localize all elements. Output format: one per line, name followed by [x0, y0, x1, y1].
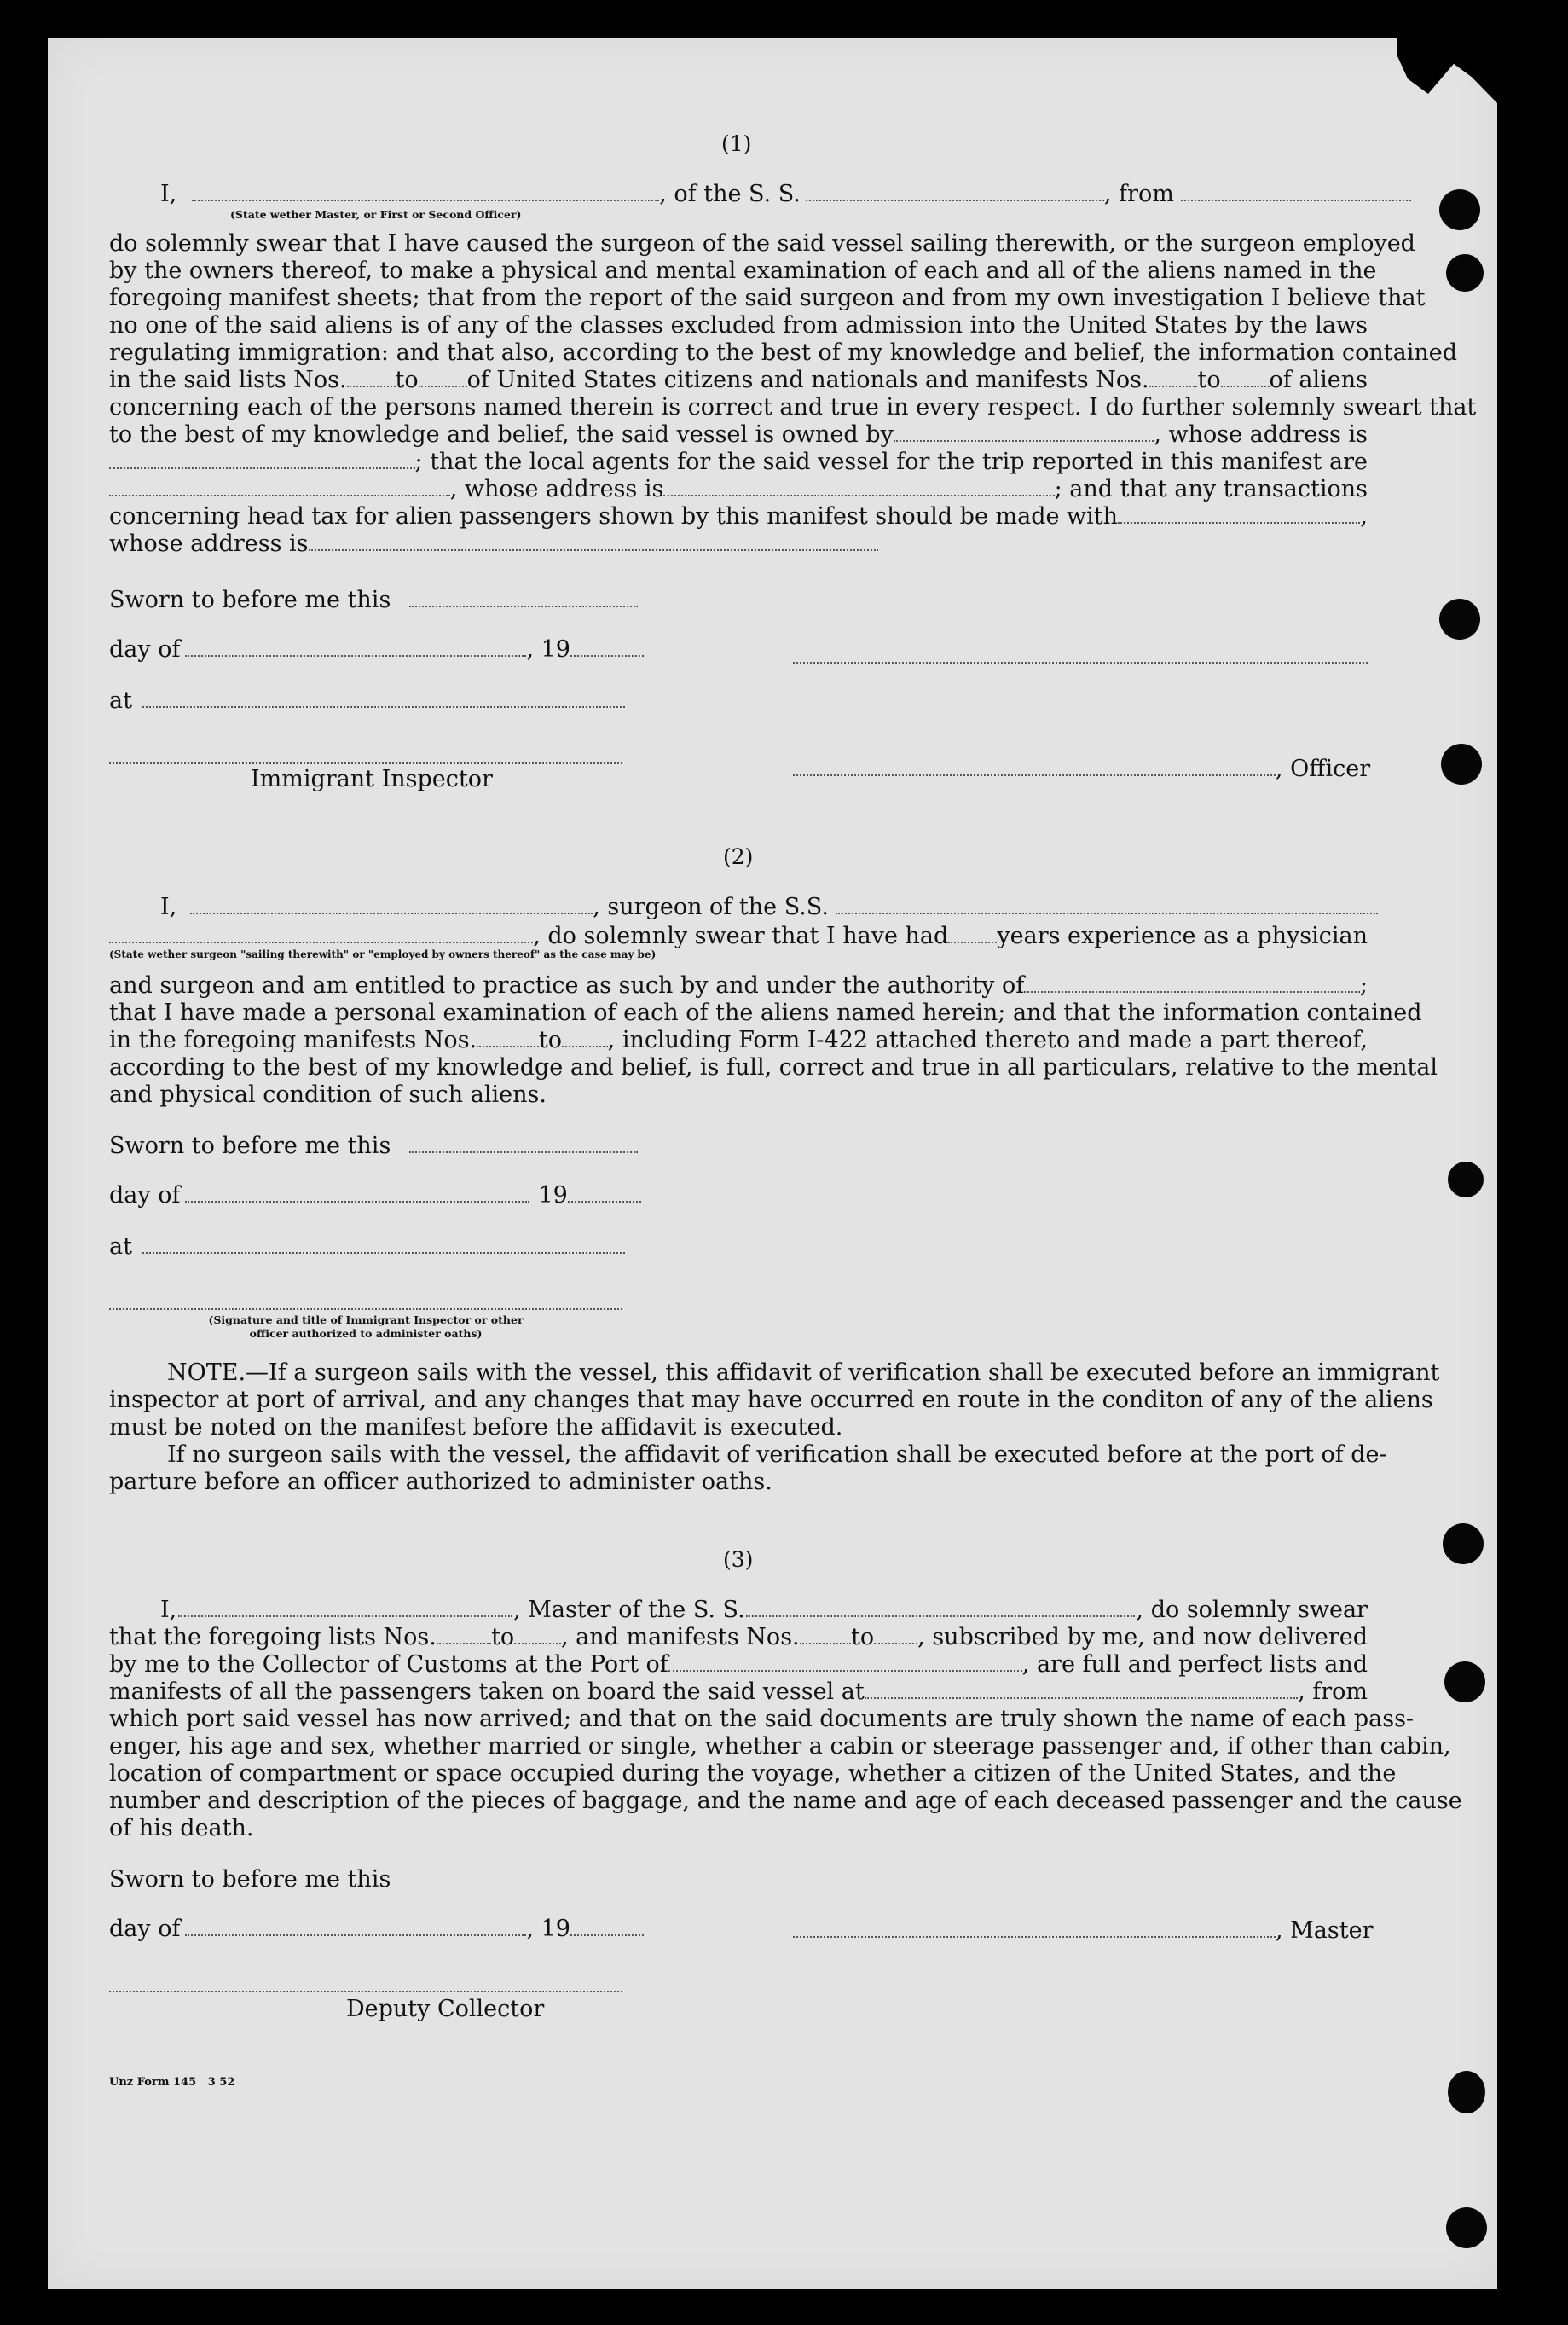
punch-hole [1448, 2071, 1485, 2113]
s2-line-2: , do solemnly swear that I have had years experience as a physician [109, 923, 1368, 950]
s2-year-field[interactable] [568, 1184, 641, 1203]
s2-note-line-2: inspector at port of arrival, and any changes that may have occurred en route in the conditon of any of the aliens [109, 1387, 1433, 1413]
s1-para-line-11: concerning head tax for alien passengers shown by this manifest should be made with , [109, 503, 1368, 530]
s1-at-field[interactable] [142, 689, 625, 708]
s2-para-line-1: and surgeon and am entitled to practice as such by and under the authority of ; [109, 972, 1368, 999]
us-lists-from-field[interactable] [347, 368, 396, 387]
s2-line-1: I, , surgeon of the S.S. [160, 894, 1368, 921]
s1-officer-signature-line[interactable] [793, 662, 1368, 664]
torn-corner [1369, 38, 1497, 131]
s3-para-line-3: manifests of all the passengers taken on board the said vessel at , from [109, 1679, 1368, 1705]
alien-manifests-to-field[interactable] [1221, 368, 1270, 387]
s1-para-line-2: by the owners thereof, to make a physical and mental examination of each and all of the aliens named in the [109, 258, 1377, 284]
s2-manifests-from-field[interactable] [477, 1029, 539, 1047]
punch-hole [1446, 254, 1484, 292]
s1-year-field[interactable] [570, 638, 644, 657]
s1-para-line-8: to the best of my knowledge and belief, the said vessel is owned by , whose address is [109, 421, 1368, 448]
s2-note-line-3: must be noted on the manifest before the affidavit is executed. [109, 1414, 843, 1441]
s3-master-name-field[interactable] [178, 1598, 512, 1617]
s3-line-1: I, , Master of the S. S. , do solemnly swear [160, 1597, 1368, 1623]
s3-para-line-4: which port said vessel has now arrived; and that on the said documents are truly shown the name of each pass- [109, 1706, 1415, 1732]
s3-lists-from-field[interactable] [437, 1626, 491, 1644]
punch-hole [1446, 2207, 1487, 2248]
s3-year-field[interactable] [570, 1917, 644, 1936]
s1-officer-field[interactable] [793, 757, 1276, 776]
embark-port-field[interactable] [865, 1680, 1298, 1699]
punch-hole [1439, 599, 1480, 640]
s2-para-line-5: and physical condition of such aliens. [109, 1081, 547, 1108]
head-tax-address-field[interactable] [309, 532, 878, 551]
s3-day-line: day of , 19 [109, 1916, 644, 1943]
s1-sworn-field[interactable] [409, 588, 638, 607]
s2-day-field[interactable] [185, 1184, 529, 1203]
vessel-name-field[interactable] [806, 183, 1104, 201]
s3-para-line-6: location of compartment or space occupied during the voyage, whether a citizen of the United States, and the [109, 1760, 1397, 1787]
s2-at-line: at [109, 1233, 625, 1261]
s2-note-line-1: NOTE.—If a surgeon sails with the vessel, this affidavit of verification shall be executed before an immigrant [167, 1360, 1440, 1386]
s3-para-line-1: that the foregoing lists Nos. to , and manifests Nos. to , subscribed by me, and now delivered [109, 1624, 1368, 1650]
s3-lists-to-field[interactable] [514, 1626, 561, 1644]
s1-inspector-signature-line[interactable] [109, 762, 622, 764]
s1-para-line-3: foregoing manifest sheets; that from the report of the said surgeon and from my own investigation I believe that [109, 285, 1426, 311]
owner-address-field[interactable] [109, 450, 415, 469]
s3-vessel-field[interactable] [746, 1598, 1135, 1617]
s3-para-line-5: enger, his age and sex, whether married or single, whether a cabin or steerage passenger and, if other than cabin, [109, 1733, 1451, 1760]
s1-para-line-7: concerning each of the persons named therein is correct and true in every respect. I do further solemnly sweart that [109, 394, 1477, 420]
punch-hole [1443, 1523, 1484, 1564]
s1-para-line-10: , whose address is ; and that any transactions [109, 476, 1368, 503]
s3-sworn-label: Sworn to before me this [109, 1866, 391, 1893]
punch-hole [1439, 189, 1480, 230]
form-number: Unz Form 145 3 52 [109, 2076, 235, 2089]
port-field[interactable] [668, 1653, 1022, 1672]
s1-day-field[interactable] [185, 638, 526, 657]
s2-capacity-note: (State wether surgeon "sailing therewith" or "employed by owners thereof" as the case may be) [109, 948, 657, 960]
s1-para-line-5: regulating immigration: and that also, according to the best of my knowledge and belief, the information contained [109, 339, 1458, 366]
punch-hole [1441, 744, 1482, 785]
s3-manifests-to-field[interactable] [874, 1626, 917, 1644]
s1-para-line-12: whose address is [109, 531, 878, 558]
head-tax-party-field[interactable] [1118, 505, 1360, 524]
s3-day-field[interactable] [185, 1917, 526, 1936]
alien-manifests-from-field[interactable] [1149, 368, 1198, 387]
s1-officer-line: , Officer [793, 756, 1370, 783]
punch-hole [1448, 1162, 1484, 1197]
authority-field[interactable] [1024, 974, 1360, 993]
s2-signature-note-2: officer authorized to administer oaths) [249, 1327, 483, 1340]
s1-sworn-label: Sworn to before me this [109, 587, 638, 614]
s2-manifests-to-field[interactable] [562, 1029, 608, 1047]
s1-para-line-1: do solemnly swear that I have caused the surgeon of the said vessel sailing therewith, or the surgeon employed [109, 230, 1415, 257]
s2-note-line-5: parture before an officer authorized to administer oaths. [109, 1469, 772, 1495]
s1-at-line: at [109, 687, 625, 715]
punch-hole [1444, 1661, 1485, 1702]
s3-para-line-8: of his death. [109, 1815, 254, 1841]
owner-field[interactable] [894, 423, 1154, 442]
s2-para-line-3: in the foregoing manifests Nos. to , including Form I-422 attached thereto and made a part thereof, [109, 1027, 1368, 1053]
s3-para-line-7: number and description of the pieces of baggage, and the name and age of each deceased passenger and the cause [109, 1788, 1462, 1814]
s1-para-line-9: ; that the local agents for the said vessel for the trip reported in this manifest are [109, 449, 1368, 476]
us-lists-to-field[interactable] [419, 368, 467, 387]
s2-at-field[interactable] [142, 1235, 625, 1254]
s1-para-line-4: no one of the said aliens is of any of the classes excluded from admission into the United States by the laws [109, 312, 1368, 339]
s2-signature-line[interactable] [109, 1308, 622, 1310]
s2-para-line-2: that I have made a personal examination of each of the aliens named herein; and that the information contained [109, 1000, 1422, 1026]
s3-manifests-from-field[interactable] [800, 1626, 851, 1644]
section-1-number: (1) [721, 131, 752, 156]
years-experience-field[interactable] [948, 925, 997, 943]
s3-deputy-label: Deputy Collector [346, 1996, 545, 2022]
s2-signature-note-1: (Signature and title of Immigrant Inspector or other [208, 1313, 524, 1326]
surgeon-name-field[interactable] [190, 896, 593, 914]
s3-master-line: , Master [793, 1917, 1374, 1945]
s2-para-line-4: according to the best of my knowledge and belief, is full, correct and true in all particulars, relative to the mental [109, 1054, 1438, 1081]
master-name-field[interactable] [192, 183, 659, 201]
s2-day-line: day of 19 [109, 1182, 641, 1209]
s3-para-line-2: by me to the Collector of Customs at the Port of , are full and perfect lists and [109, 1651, 1368, 1678]
s2-sworn-field[interactable] [409, 1134, 638, 1153]
s3-deputy-signature-line[interactable] [109, 1991, 622, 1992]
s2-note-line-4: If no surgeon sails with the vessel, the affidavit of verification shall be executed before at the port of de- [167, 1441, 1387, 1468]
s2-vessel-field[interactable] [836, 896, 1378, 914]
s1-master-note: (State wether Master, or First or Second Officer) [230, 208, 522, 221]
s2-sworn-label: Sworn to before me this [109, 1133, 638, 1160]
s1-day-line: day of , 19 [109, 636, 644, 664]
surgeon-capacity-field[interactable] [109, 925, 533, 943]
s1-line-1: I, , of the S. S. , from [160, 181, 1368, 208]
from-port-field[interactable] [1181, 183, 1411, 201]
section-3-number: (3) [723, 1547, 754, 1572]
s3-master-signature-field[interactable] [793, 1919, 1276, 1938]
section-2-number: (2) [723, 844, 754, 869]
s1-para-line-6: in the said lists Nos. to of United States citizens and nationals and manifests Nos. to of aliens [109, 367, 1368, 393]
local-agents-field[interactable] [109, 478, 450, 496]
agents-address-field[interactable] [663, 478, 1054, 496]
s1-inspector-label: Immigrant Inspector [251, 766, 493, 792]
